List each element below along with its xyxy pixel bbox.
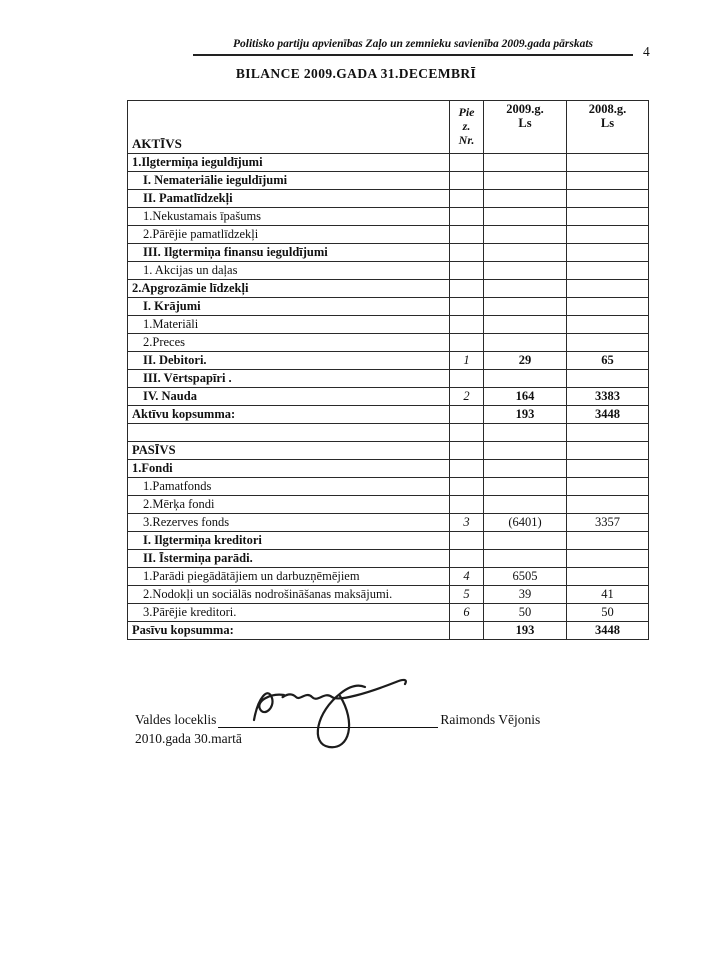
row-value-2009 <box>484 154 567 172</box>
row-value-2008 <box>567 226 649 244</box>
column-header-2008 <box>567 101 649 154</box>
row-note-number <box>450 190 484 208</box>
row-value-2008: 3448 <box>567 622 649 640</box>
table-row <box>128 550 649 568</box>
row-note-number <box>450 298 484 316</box>
row-value-2009 <box>484 298 567 316</box>
table-row <box>128 370 649 388</box>
table-row <box>128 226 649 244</box>
row-label: PASĪVS <box>128 442 450 460</box>
table-row <box>128 280 649 298</box>
row-value-2008 <box>567 460 649 478</box>
row-note-number <box>450 154 484 172</box>
row-value-2009: 193 <box>484 406 567 424</box>
year-header-line: Ls <box>518 116 532 131</box>
row-label: 1.Nekustamais īpašums <box>128 208 450 226</box>
year-header-line: Ls <box>600 116 615 131</box>
column-header-2009 <box>484 101 567 154</box>
signature-line <box>218 713 438 728</box>
column-header-aktivs: AKTĪVS <box>128 101 450 154</box>
row-value-2009: 193 <box>484 622 567 640</box>
table-row <box>128 442 649 460</box>
row-label: 3.Rezerves fonds <box>128 514 450 532</box>
row-value-2009: (6401) <box>484 514 567 532</box>
row-label: Pasīvu kopsumma: <box>128 622 450 640</box>
table-row <box>128 298 649 316</box>
row-label: I. Krājumi <box>128 298 450 316</box>
table-row <box>128 190 649 208</box>
row-value-2008 <box>567 568 649 586</box>
row-value-2009 <box>484 532 567 550</box>
year-header-line: 2008.g. <box>588 102 627 116</box>
row-value-2008 <box>567 550 649 568</box>
row-value-2008: 65 <box>567 352 649 370</box>
table-row <box>128 154 649 172</box>
row-value-2008 <box>567 316 649 334</box>
year-header-line: 2009.g. <box>506 102 544 116</box>
row-note-number <box>450 334 484 352</box>
signer-name: Raimonds Vējonis <box>440 712 541 727</box>
row-note-number <box>450 478 484 496</box>
row-label: III. Ilgtermiņa finansu ieguldījumi <box>128 244 450 262</box>
table-row <box>128 586 649 604</box>
row-value-2008: 3357 <box>567 514 649 532</box>
table-row <box>128 532 649 550</box>
row-value-2008 <box>567 496 649 514</box>
table-row <box>128 172 649 190</box>
row-value-2009 <box>484 442 567 460</box>
row-note-number: 6 <box>450 604 484 622</box>
page-number: 4 <box>643 44 650 59</box>
row-note-number <box>450 208 484 226</box>
row-note-number: 5 <box>450 586 484 604</box>
row-value-2009 <box>484 496 567 514</box>
row-note-number <box>450 460 484 478</box>
table-row <box>128 262 649 280</box>
row-value-2008: 41 <box>567 586 649 604</box>
row-value-2009: 50 <box>484 604 567 622</box>
row-note-number <box>450 550 484 568</box>
note-header-line: Nr. <box>458 132 475 147</box>
row-label: III. Vērtspapīri . <box>128 370 450 388</box>
signature-date: 2010.gada 30.martā <box>135 731 242 746</box>
table-header <box>128 101 649 154</box>
row-value-2008 <box>567 370 649 388</box>
row-value-2008 <box>567 334 649 352</box>
row-label: 2.Preces <box>128 334 450 352</box>
row-value-2008: 50 <box>567 604 649 622</box>
row-note-number <box>450 370 484 388</box>
row-label: 2.Nodokļi un sociālās nodrošināšanas maksājumi. <box>128 586 450 604</box>
row-value-2008 <box>567 208 649 226</box>
row-note-number: 3 <box>450 514 484 532</box>
row-note-number <box>450 532 484 550</box>
table-row <box>128 316 649 334</box>
table-row <box>128 460 649 478</box>
row-note-number <box>450 316 484 334</box>
row-note-number: 4 <box>450 568 484 586</box>
row-value-2008 <box>567 154 649 172</box>
row-value-2008 <box>567 244 649 262</box>
row-label: 1.Ilgtermiņa ieguldījumi <box>128 154 450 172</box>
row-label: II. Debitori. <box>128 352 450 370</box>
row-label: 2.Apgrozāmie līdzekļi <box>128 280 450 298</box>
row-value-2008 <box>567 424 649 442</box>
row-value-2008: 3448 <box>567 406 649 424</box>
table-row <box>128 244 649 262</box>
row-value-2009 <box>484 208 567 226</box>
row-note-number: 2 <box>450 388 484 406</box>
signature-row <box>135 712 615 728</box>
row-note-number <box>450 262 484 280</box>
row-value-2009 <box>484 262 567 280</box>
row-value-2008 <box>567 190 649 208</box>
signer-role-label: Valdes loceklis <box>135 712 217 727</box>
row-label: 1.Materiāli <box>128 316 450 334</box>
row-value-2008 <box>567 298 649 316</box>
row-note-number <box>450 622 484 640</box>
table-row <box>128 604 649 622</box>
row-value-2008: 3383 <box>567 388 649 406</box>
row-label: IV. Nauda <box>128 388 450 406</box>
table-row <box>128 406 649 424</box>
table-row <box>128 478 649 496</box>
row-note-number <box>450 406 484 424</box>
row-note-number <box>450 496 484 514</box>
running-header: Politisko partiju apvienības Zaļo un zemnieku savienība 2009.gada pārskats <box>193 38 633 56</box>
row-value-2009 <box>484 172 567 190</box>
row-label: 1.Parādi piegādātājiem un darbuzņēmējiem <box>128 568 450 586</box>
table-row <box>128 388 649 406</box>
column-header-note <box>450 101 484 154</box>
row-value-2009: 164 <box>484 388 567 406</box>
row-value-2008 <box>567 478 649 496</box>
row-note-number: 1 <box>450 352 484 370</box>
row-value-2009 <box>484 424 567 442</box>
row-label: II. Pamatlīdzekļi <box>128 190 450 208</box>
row-note-number <box>450 172 484 190</box>
row-value-2009 <box>484 316 567 334</box>
row-label: 2.Mērķa fondi <box>128 496 450 514</box>
row-value-2009 <box>484 334 567 352</box>
row-note-number <box>450 244 484 262</box>
row-value-2009 <box>484 460 567 478</box>
row-label: 1.Pamatfonds <box>128 478 450 496</box>
row-note-number <box>450 442 484 460</box>
table-row <box>128 334 649 352</box>
row-value-2009: 29 <box>484 352 567 370</box>
row-value-2008 <box>567 532 649 550</box>
row-label: I. Nemateriālie ieguldījumi <box>128 172 450 190</box>
table-row <box>128 496 649 514</box>
row-label <box>128 424 450 442</box>
row-value-2009 <box>484 244 567 262</box>
header-row <box>128 101 649 154</box>
row-label: II. Īstermiņa parādi. <box>128 550 450 568</box>
table-row <box>128 622 649 640</box>
row-value-2009: 39 <box>484 586 567 604</box>
table-row <box>128 424 649 442</box>
note-header-line: Pie <box>458 105 475 120</box>
row-value-2008 <box>567 172 649 190</box>
row-label: 1.Fondi <box>128 460 450 478</box>
balance-sheet-table <box>127 100 649 640</box>
balance-table-body <box>128 154 649 640</box>
row-value-2009 <box>484 478 567 496</box>
row-label: Aktīvu kopsumma: <box>128 406 450 424</box>
row-value-2009 <box>484 226 567 244</box>
page-title: BILANCE 2009.GADA 31.DECEMBRĪ <box>235 66 477 81</box>
signature-block <box>135 712 615 747</box>
row-note-number <box>450 226 484 244</box>
row-value-2009 <box>484 280 567 298</box>
table-row <box>128 352 649 370</box>
row-value-2008 <box>567 442 649 460</box>
row-label: I. Ilgtermiņa kreditori <box>128 532 450 550</box>
row-value-2009 <box>484 550 567 568</box>
table-row <box>128 514 649 532</box>
row-label: 1. Akcijas un daļas <box>128 262 450 280</box>
row-label: 3.Pārējie kreditori. <box>128 604 450 622</box>
row-value-2009 <box>484 370 567 388</box>
row-value-2008 <box>567 280 649 298</box>
table-row <box>128 568 649 586</box>
row-value-2009: 6505 <box>484 568 567 586</box>
row-label: 2.Pārējie pamatlīdzekļi <box>128 226 450 244</box>
note-header-line: z. <box>462 119 471 134</box>
row-value-2009 <box>484 190 567 208</box>
row-note-number <box>450 280 484 298</box>
row-note-number <box>450 424 484 442</box>
table-row <box>128 208 649 226</box>
row-value-2008 <box>567 262 649 280</box>
